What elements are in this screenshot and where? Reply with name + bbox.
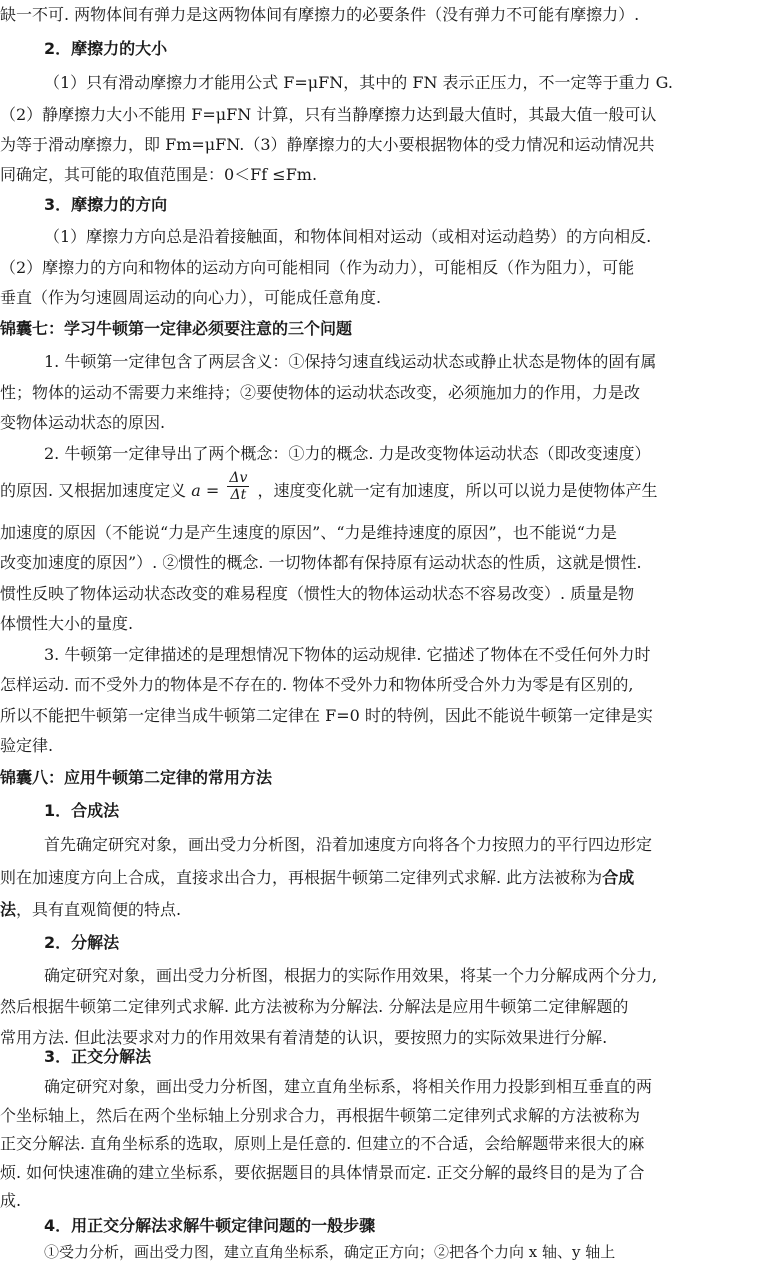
section-heading: 1．合成法 <box>44 801 120 820</box>
section-heading: 4．用正交分解法求解牛顿定律问题的一般步骤 <box>44 1216 376 1235</box>
paragraph-line: 缺一不可. 两物体间有弹力是这两物体间有摩擦力的必要条件（没有弹力不可能有摩擦力）. <box>0 5 640 24</box>
emphasis-term: 法 <box>0 900 17 919</box>
paragraph-line: 同确定，其可能的取值范围是：0＜Ff ≤Fm. <box>0 165 318 184</box>
text-segment: 的原因. 又根据加速度定义 <box>0 481 187 500</box>
section-heading: 2．分解法 <box>44 933 120 952</box>
paragraph-line: 怎样运动. 而不受外力的物体是不存在的. 物体不受外力和物体所受合外力为零是有区别的, <box>0 675 634 694</box>
fraction-denominator: Δt <box>230 487 247 503</box>
text-segment: ，速度变化就一定有加速度，所以可以说力是使物体产生 <box>257 481 658 500</box>
paragraph-line: 个坐标轴上，然后在两个坐标轴上分别求合力，再根据牛顿第二定律列式求解的方法被称为 <box>0 1106 641 1125</box>
text-segment: 则在加速度方向上合成，直接求出合力，再根据牛顿第二定律列式求解. 此方法被称为 <box>0 868 603 887</box>
paragraph-line: 1. 牛顿第一定律包含了两层含义：①保持匀速直线运动状态或静止状态是物体的固有属 <box>44 352 657 371</box>
paragraph-line: 成. <box>0 1191 22 1210</box>
section-heading: 3．摩擦力的方向 <box>44 195 168 214</box>
section-heading: 3．正交分解法 <box>44 1047 152 1066</box>
paragraph-line: 为等于滑动摩擦力，即 Fm=μFN.（3）静摩擦力的大小要根据物体的受力情况和运动情况共 <box>0 135 655 154</box>
paragraph-line: （2）摩擦力的方向和物体的运动方向可能相同（作为动力），可能相反（作为阻力），可能 <box>0 258 635 277</box>
paragraph-line: 常用方法. 但此法要求对力的作用效果有着清楚的认识，要按照力的实际效果进行分解. <box>0 1028 608 1047</box>
paragraph-line: 确定研究对象，画出受力分析图，建立直角坐标系，将相关作用力投影到相互垂直的两 <box>44 1077 653 1096</box>
paragraph-line: 验定律. <box>0 736 54 755</box>
paragraph-line: 3. 牛顿第一定律描述的是理想情况下物体的运动规律. 它描述了物体在不受任何外力时 <box>44 645 651 664</box>
paragraph-line: 惯性反映了物体运动状态改变的难易程度（惯性大的物体运动状态不容易改变）. 质量是物 <box>0 584 635 603</box>
formula-variable: a = <box>191 481 220 500</box>
paragraph-line: ①受力分析，画出受力图，建立直角坐标系，确定正方向；②把各个力向 x 轴、y 轴上 <box>44 1243 616 1261</box>
paragraph-line: 加速度的原因（不能说“力是产生速度的原因”、“力是维持速度的原因”，也不能说“力是 <box>0 523 617 542</box>
paragraph-line: 改变加速度的原因”）. ②惯性的概念. 一切物体都有保持原有运动状态的性质，这就是惯性. <box>0 553 642 572</box>
paragraph-line: （1）摩擦力方向总是沿着接触面，和物体间相对运动（或相对运动趋势）的方向相反. <box>44 227 652 246</box>
chapter-heading: 锦囊八：应用牛顿第二定律的常用方法 <box>0 768 273 787</box>
acceleration-fraction <box>227 470 249 503</box>
paragraph-line: 2. 牛顿第一定律导出了两个概念：①力的概念. 力是改变物体运动状态（即改变速度） <box>44 444 651 463</box>
paragraph-line: 烦. 如何快速准确的建立坐标系，要依据题目的具体情景而定. 正交分解的最终目的是为了合 <box>0 1163 645 1182</box>
fraction-numerator: Δv <box>229 470 248 486</box>
paragraph-line: （2）静摩擦力大小不能用 F=μFN 计算，只有当静摩擦力达到最大值时，其最大值一般可认 <box>0 105 657 124</box>
text-segment: ，具有直观简便的特点. <box>16 900 182 919</box>
paragraph-line: 性；物体的运动不需要力来维持；②要使物体的运动状态改变，必须施加力的作用，力是改 <box>0 383 641 402</box>
paragraph-line: （1）只有滑动摩擦力才能用公式 F=μFN，其中的 FN 表示正压力，不一定等于重力 G. <box>44 73 673 92</box>
paragraph-line: 首先确定研究对象，画出受力分析图，沿着加速度方向将各个力按照力的平行四边形定 <box>44 835 653 854</box>
paragraph-line: 正交分解法. 直角坐标系的选取，原则上是任意的. 但建立的不合适，会给解题带来很大的麻 <box>0 1134 645 1153</box>
paragraph-line <box>0 899 775 921</box>
paragraph-line <box>0 867 775 889</box>
paragraph-line: 然后根据牛顿第二定律列式求解. 此方法被称为分解法. 分解法是应用牛顿第二定律解题的 <box>0 997 629 1016</box>
paragraph-line: 垂直（作为匀速圆周运动的向心力），可能成任意角度. <box>0 288 382 307</box>
section-heading: 2．摩擦力的大小 <box>44 39 168 58</box>
paragraph-line: 确定研究对象，画出受力分析图，根据力的实际作用效果，将某一个力分解成两个分力, <box>44 966 658 985</box>
chapter-heading: 锦囊七：学习牛顿第一定律必须要注意的三个问题 <box>0 319 353 338</box>
paragraph-line: 所以不能把牛顿第一定律当成牛顿第二定律在 F=0 时的特例，因此不能说牛顿第一定律是实 <box>0 706 653 725</box>
paragraph-line: 变物体运动状态的原因. <box>0 413 166 432</box>
emphasis-term: 合成 <box>602 868 635 887</box>
paragraph-line: 体惯性大小的量度. <box>0 614 134 633</box>
